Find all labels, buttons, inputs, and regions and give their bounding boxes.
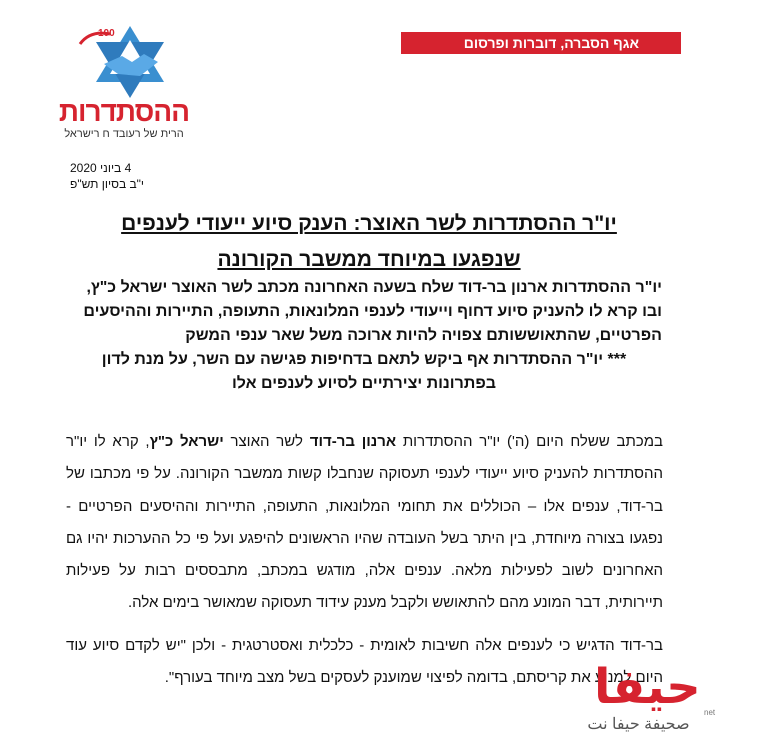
date-block [70,160,144,192]
lead-summary [66,276,662,396]
gregorian-date: 4 ביוני 2020 [70,161,132,175]
headline-line-2: שנפגעו במיוחד ממשבר הקורונה [217,248,521,271]
article-body [66,426,663,694]
watermark-site: net [704,708,716,717]
org-name: ההסתדרות [58,96,190,127]
star-handshake-icon [70,20,190,100]
watermark-tagline: صحيفة حيفا نت [587,716,690,733]
haifa-net-watermark [576,650,761,747]
paragraph-1: במכתב ששלח היום (ה') יו"ר ההסתדרות ארנון בר-דוד לשר האוצר ישראל כ"ץ, קרא לו יו"ר ההסתדרות להעניק סיוע ייעודי לענפי תעסוקה שנחבלו קשות ממשבר הקורונה. על פי מכתבו של בר-דוד, ענפים אלו – הכוללים את תחומי המלונאות, התעופה, התיירות וההיסעים הפרטיים - נפגעו בצורה מיוחדת, בין היתר בשל העובדה שהיו הראשונים להיפגע ועל פי כל ההערכות יהיו גם האחרונים לשוב לפעילות מלאה. ענפים אלה, מודגש במכתב, מתבססים רבות על פעילות תיירותית, דבר המונע מהם להתאושש ולקבל מענק עידוד תעסוקה שמאושר בימים אלה. [66,433,663,612]
department-banner: אגף הסברה, דוברות ופרסום [401,32,681,54]
headline [70,206,668,278]
svg-text:100: 100 [98,28,115,39]
name-katz: ישראל כ"ץ [149,433,224,450]
hebrew-date: י"ב בסיון תש"פ [70,177,145,191]
lead-note: *** יו"ר ההסתדרות אף ביקש לתאם בדחיפות פגישה עם השר, על מנת לדון בפתרונות יצירתיים לסיוע לענפים אלו [101,351,627,392]
headline-line-1: יו"ר ההסתדרות לשר האוצר: הענק סיוע ייעודי לענפים [121,212,617,235]
name-bar-david: ארנון בר-דוד [309,433,397,450]
org-subtitle: הרית של רעובד ח רישראל [64,128,184,140]
watermark-brand: حيفا [594,659,701,715]
paragraph-2: בר-דוד הדגיש כי לענפים אלה חשיבות לאומית - כלכלית ואסטרטגית - ולכן "יש לקדם סיוע עוד היום למנוע את קריסתם, בדומה לפיצוי שמוענק לעסקים בשל מצב מיוחד בעורף". [66,636,663,687]
lead-text: יו"ר ההסתדרות ארנון בר-דוד שלח בשעה האחרונה מכתב לשר האוצר ישראל כ"ץ, ובו קרא לו להעניק סיוע דחוף וייעודי לענפי המלונאות, התעופה, התיירות וההיסעים הפרטיים, שהתאוששותם צפויה להיות ארוכה משל שאר ענפי המשק [83,279,662,344]
